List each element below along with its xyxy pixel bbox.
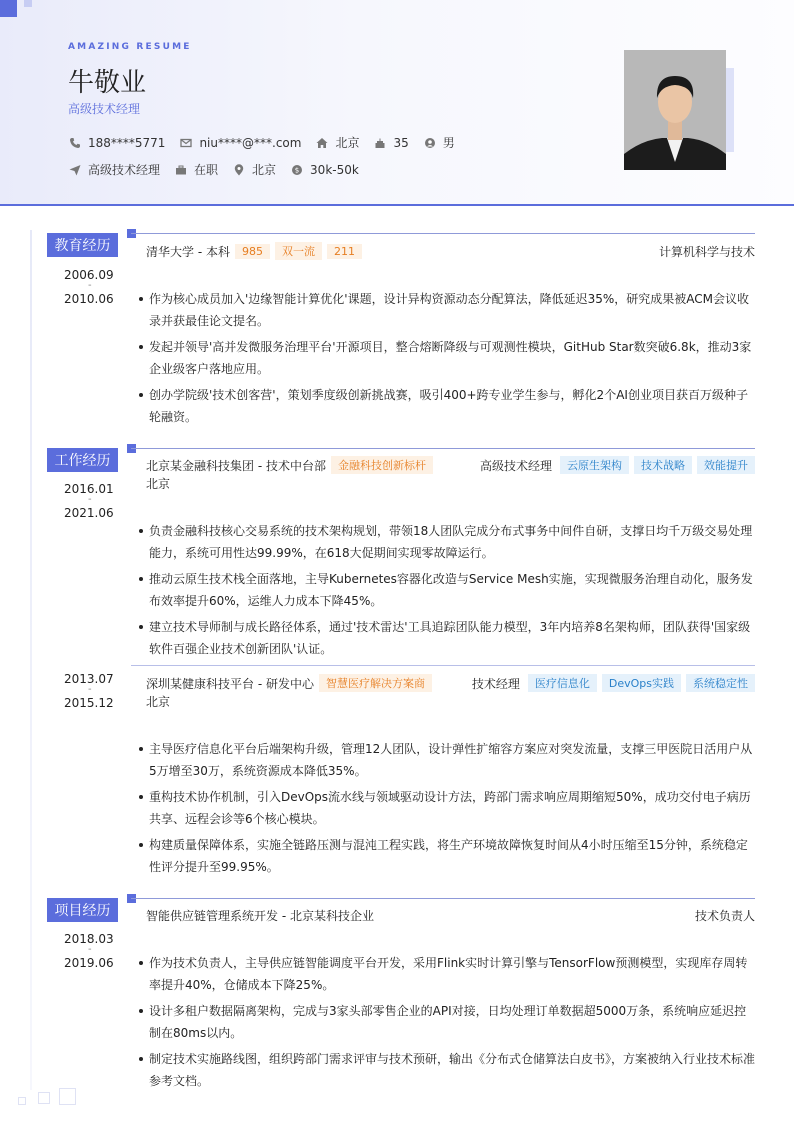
section-title-work: 工作经历: [47, 448, 118, 472]
section-divider: [131, 448, 755, 449]
list-item: 作为核心成员加入'边缘智能计算优化'课题，设计异构资源动态分配算法，降低延迟35%，研究成果被ACM会议收录并获最佳论文提名。: [137, 288, 755, 332]
send-icon: [68, 163, 82, 177]
svg-text:$: $: [294, 165, 300, 174]
list-item: 建立技术导师制与成长路径体系，通过'技术雷达'工具追踪团队能力模型，3年内培养8名架构师，团队获得'国家级软件百强企业技术创新团队'认证。: [137, 616, 755, 660]
job-end-date: 2021.06: [64, 506, 114, 520]
mail-icon: [179, 136, 193, 150]
list-item: 推动云原生技术栈全面落地，主导Kubernetes容器化改造与Service Mesh实施，实现微服务治理自动化，服务发布效率提升60%，运维人力成本下降45%。: [137, 568, 755, 612]
brand-label: AMAZING RESUME: [68, 42, 192, 52]
school-tag: 211: [327, 244, 362, 259]
job-entry-header: [146, 674, 755, 692]
skill-tag: 效能提升: [697, 456, 755, 474]
money-icon: [290, 163, 304, 177]
company-name: 北京某金融科技集团 - 技术中台部: [146, 458, 326, 473]
email-info: [179, 136, 301, 150]
age-text: 35: [393, 135, 409, 150]
age-info: [373, 136, 408, 150]
section-title-education: 教育经历: [47, 233, 118, 257]
salary-text: 30k-50k: [310, 162, 359, 177]
status-info: [174, 161, 218, 178]
major-name: 计算机科学与技术: [658, 244, 755, 259]
candidate-name: 牛敬业: [68, 68, 147, 98]
skill-tag: 技术战略: [634, 456, 692, 474]
job-location: 北京: [146, 477, 171, 491]
project-bullets: [137, 952, 755, 1096]
list-item: 发起并领导'高并发微服务治理平台'开源项目，整合熔断降级与可观测性模块，GitHub Star数突破6.8k，推动3家企业级客户落地应用。: [137, 336, 755, 380]
phone-icon: [68, 136, 82, 150]
footer-decoration: [38, 1092, 50, 1104]
resume-header: [0, 0, 794, 206]
date-separator: -: [88, 944, 92, 955]
salary-info: [290, 163, 359, 177]
gender-text: 男: [442, 136, 455, 150]
date-separator: -: [88, 684, 92, 695]
skill-tag: DevOps实践: [602, 674, 681, 692]
company-name: 深圳某健康科技平台 - 研发中心: [146, 676, 314, 691]
email-text: niu****@***.com: [199, 135, 302, 150]
corner-decoration: [0, 0, 17, 17]
job-end-date: 2015.12: [64, 696, 114, 710]
company-tag: 智慧医疗解决方案商: [319, 674, 432, 692]
section-title-project: 项目经历: [47, 898, 118, 922]
list-item: 创办学院级'技术创客营'，策划季度级创新挑战赛，吸引400+跨专业学生参与，孵化2个AI创业项目获百万级种子轮融资。: [137, 384, 755, 428]
avatar-photo: [624, 50, 726, 170]
intent-title-text: 高级技术经理: [88, 163, 161, 177]
footer-decoration: [18, 1097, 26, 1105]
intent-title-info: [68, 161, 160, 178]
skill-tag: 云原生架构: [560, 456, 629, 474]
section-divider: [131, 898, 755, 899]
city-text: 北京: [252, 163, 277, 177]
briefcase-icon: [174, 163, 188, 177]
project-end-date: 2019.06: [64, 956, 114, 970]
job-bullets: [137, 520, 755, 664]
home-info: [315, 134, 359, 151]
section-divider: [131, 233, 755, 234]
skill-tag: 医疗信息化: [528, 674, 597, 692]
project-start-date: 2018.03: [64, 932, 114, 946]
list-item: 制定技术实施路线图，组织跨部门需求评审与技术预研，输出《分布式仓储算法白皮书》，方案被纳入行业技术标准参考文档。: [137, 1048, 755, 1092]
job-intent-row: [68, 161, 373, 178]
location-pin-icon: [232, 163, 246, 177]
education-bullets: [137, 288, 755, 432]
gender-icon: [423, 136, 437, 150]
status-text: 在职: [194, 163, 219, 177]
edu-start-date: 2006.09: [64, 268, 114, 282]
list-item: 重构技术协作机制，引入DevOps流水线与领域驱动设计方法，跨部门需求响应周期缩短50%，成功交付电子病历共享、远程会诊等6个核心模块。: [137, 786, 755, 830]
entry-divider: [131, 665, 755, 666]
phone-text: 188****5771: [88, 135, 166, 150]
job-start-date: 2013.07: [64, 672, 114, 686]
timeline-line: [30, 230, 32, 1090]
cake-icon: [373, 136, 387, 150]
skill-tag: 系统稳定性: [686, 674, 755, 692]
job-entry-header: [146, 456, 755, 474]
project-entry-header: [146, 906, 755, 924]
home-icon: [315, 136, 329, 150]
candidate-title: 高级技术经理: [68, 102, 141, 116]
corner-decoration-small: [24, 0, 32, 7]
footer-decoration: [59, 1088, 76, 1105]
phone-info: [68, 136, 165, 150]
city-info: [232, 161, 276, 178]
list-item: 负责金融科技核心交易系统的技术架构规划，带领18人团队完成分布式事务中间件自研，支撑日均千万级交易处理能力，系统可用性达99.99%，在618大促期间实现零故障运行。: [137, 520, 755, 564]
list-item: 作为技术负责人，主导供应链智能调度平台开发，采用Flink实时计算引擎与TensorFlow预测模型，实现库存周转率提升40%，仓储成本下降25%。: [137, 952, 755, 996]
job-bullets: [137, 738, 755, 882]
date-separator: -: [88, 280, 92, 291]
school-tag: 双一流: [275, 242, 322, 260]
project-name: 智能供应链管理系统开发 - 北京某科技企业: [146, 908, 374, 923]
school-tag: 985: [235, 244, 270, 259]
list-item: 主导医疗信息化平台后端架构升级，管理12人团队，设计弹性扩缩容方案应对突发流量，支撑三甲医院日活用户从5万增至30万，系统资源成本降低35%。: [137, 738, 755, 782]
job-role: 技术经理: [471, 676, 520, 691]
job-role: 高级技术经理: [479, 458, 552, 473]
contact-row: [68, 134, 469, 151]
gender-info: [423, 134, 455, 151]
list-item: 设计多租户数据隔离架构，完成与3家头部零售企业的API对接，日均处理订单数据超5000万条，系统响应延迟控制在80ms以内。: [137, 1000, 755, 1044]
job-location: 北京: [146, 695, 171, 709]
list-item: 构建质量保障体系，实施全链路压测与混沌工程实践，将生产环境故障恢复时间从4小时压缩至15分钟，系统稳定性评分提升至99.95%。: [137, 834, 755, 878]
company-tag: 金融科技创新标杆: [331, 456, 433, 474]
home-text: 北京: [335, 136, 360, 150]
education-entry-header: [146, 242, 755, 260]
date-separator: -: [88, 494, 92, 505]
project-role: 技术负责人: [694, 908, 755, 923]
job-start-date: 2016.01: [64, 482, 114, 496]
edu-end-date: 2010.06: [64, 292, 114, 306]
school-name: 清华大学 - 本科: [146, 244, 230, 259]
